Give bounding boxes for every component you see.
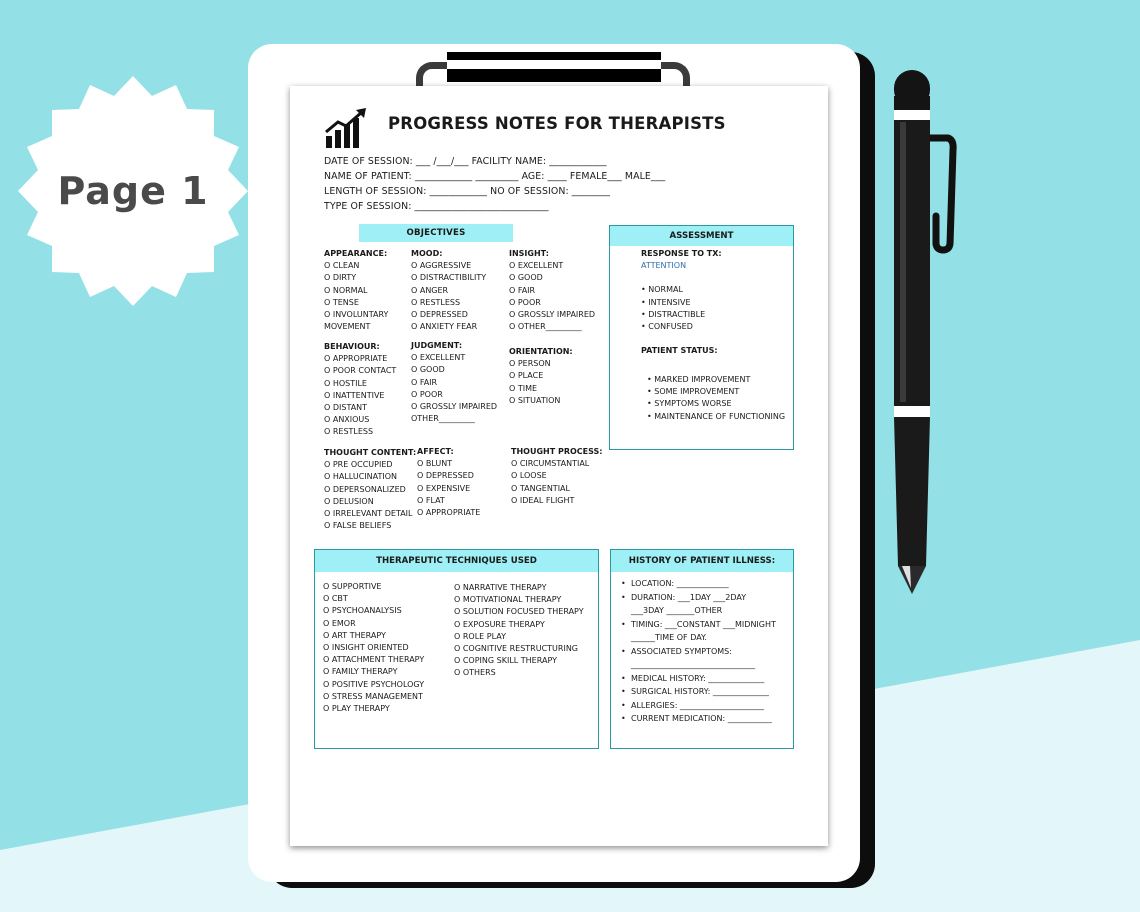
assessment-response [641, 248, 722, 357]
checkbox-option[interactable]: O HOSTILE [324, 378, 367, 388]
checkbox-option[interactable]: O ANXIETY FEAR [411, 322, 478, 332]
technique-option[interactable]: O SOLUTION FOCUSED THERAPY [454, 607, 584, 617]
response-option[interactable]: • NORMAL [641, 285, 683, 295]
checkbox-option[interactable]: O DEPERSONALIZED [324, 484, 406, 494]
checkbox-option[interactable]: O EXPENSIVE [417, 483, 471, 493]
location-field[interactable]: • LOCATION: _____________ [621, 577, 776, 591]
session-length-line[interactable]: LENGTH OF SESSION: ____________ NO OF SESSION: ________ [324, 186, 611, 197]
checkbox-option[interactable]: O TENSE [324, 297, 359, 307]
technique-option[interactable]: O STRESS MANAGEMENT [323, 691, 423, 701]
checkbox-option[interactable]: O APPROPRIATE [324, 354, 388, 364]
checkbox-option[interactable]: O RESTLESS [411, 297, 461, 307]
checkbox-option[interactable]: O DISTANT [324, 403, 368, 413]
techniques-box [314, 549, 599, 749]
technique-option[interactable]: O EXPOSURE THERAPY [454, 619, 545, 629]
checkbox-option[interactable]: O OTHER_________ [509, 322, 582, 332]
appearance-label: APPEARANCE: [324, 249, 388, 258]
techniques-col-1 [323, 581, 424, 715]
timing-field-cont[interactable]: ______TIME OF DAY. [631, 633, 707, 642]
checkbox-option[interactable]: O IDEAL FLIGHT [511, 495, 575, 505]
checkbox-option[interactable]: O SITUATION [509, 395, 561, 405]
technique-option[interactable]: O CBT [323, 594, 348, 604]
history-heading: HISTORY OF PATIENT ILLNESS: [611, 550, 793, 572]
technique-option[interactable]: O ART THERAPY [323, 630, 386, 640]
checkbox-option[interactable]: O EXCELLENT [411, 353, 466, 363]
checkbox-option[interactable]: O DEPRESSED [411, 310, 468, 320]
affect-group [417, 446, 480, 519]
insight-group [509, 248, 595, 333]
appearance-group [324, 248, 388, 333]
response-option[interactable]: • DISTRACTIBLE [641, 309, 706, 319]
checkbox-option[interactable]: O ANXIOUS [324, 415, 370, 425]
thought-content-group [324, 447, 416, 532]
status-option[interactable]: • MAINTENANCE OF FUNCTIONING [647, 411, 786, 421]
technique-option[interactable]: O EMOR [323, 618, 356, 628]
technique-option[interactable]: O POSITIVE PSYCHOLOGY [323, 679, 425, 689]
patient-line[interactable]: NAME OF PATIENT: ____________ _________ AGE: ____ FEMALE___ MALE___ [324, 171, 666, 182]
checkbox-option[interactable]: O APPROPRIATE [417, 508, 481, 518]
progress-notes-sheet [290, 86, 828, 846]
checkbox-option[interactable]: OTHER_________ [411, 414, 475, 424]
insight-label: INSIGHT: [509, 249, 549, 258]
response-label: RESPONSE TO TX: [641, 249, 722, 258]
thought-content-label: THOUGHT CONTENT: [324, 448, 417, 457]
pen-icon [880, 66, 970, 606]
date-facility-line[interactable]: DATE OF SESSION: ___ /___/___ FACILITY NAME: ____________ [324, 156, 607, 167]
thought-process-group [511, 446, 602, 507]
checkbox-option[interactable]: O GROSSLY IMPAIRED [509, 310, 596, 320]
techniques-col-2 [454, 582, 584, 680]
surgical-history-field[interactable]: • SURGICAL HISTORY: ______________ [621, 685, 776, 699]
attention-label: ATTENTION [641, 261, 687, 271]
response-option[interactable]: • INTENSIVE [641, 297, 691, 307]
checkbox-option[interactable]: O ANGER [411, 285, 449, 295]
assessment-box [609, 225, 794, 450]
status-option[interactable]: • SOME IMPROVEMENT [647, 387, 740, 397]
growth-chart-icon [324, 108, 368, 150]
checkbox-option[interactable]: O PLACE [509, 371, 544, 381]
medication-field[interactable]: • CURRENT MEDICATION: ___________ [621, 712, 776, 726]
checkbox-option[interactable]: O EXCELLENT [509, 261, 564, 271]
page-label: Page 1 [57, 169, 209, 213]
checkbox-option[interactable]: O HALLUCINATION [324, 472, 398, 482]
timing-field[interactable]: • TIMING: ___CONSTANT ___MIDNIGHT [621, 618, 776, 632]
session-type-line[interactable]: TYPE OF SESSION: ____________________________ [324, 201, 549, 212]
checkbox-option[interactable]: O FAIR [411, 377, 438, 387]
allergies-field[interactable]: • ALLERGIES: _____________________ [621, 699, 776, 713]
technique-option[interactable]: O PLAY THERAPY [323, 704, 390, 714]
technique-option[interactable]: O FAMILY THERAPY [323, 667, 398, 677]
checkbox-option[interactable]: O DISTRACTIBILITY [411, 273, 487, 283]
orientation-label: ORIENTATION: [509, 347, 573, 356]
medical-history-field[interactable]: • MEDICAL HISTORY: ______________ [621, 672, 776, 686]
techniques-heading: THERAPEUTIC TECHNIQUES USED [315, 550, 598, 572]
checkbox-option[interactable]: O TIME [509, 383, 538, 393]
technique-option[interactable]: O COGNITIVE RESTRUCTURING [454, 644, 579, 654]
technique-option[interactable]: O NARRATIVE THERAPY [454, 583, 547, 592]
symptoms-field-cont[interactable]: _______________________________ [631, 660, 755, 669]
technique-option[interactable]: O ROLE PLAY [454, 631, 506, 641]
technique-option[interactable]: O COPING SKILL THERAPY [454, 656, 557, 666]
technique-option[interactable]: O INSIGHT ORIENTED [323, 643, 409, 653]
checkbox-option[interactable]: O AGGRESSIVE [411, 261, 472, 271]
checkbox-option[interactable]: O GROSSLY IMPAIRED [411, 402, 498, 412]
assessment-heading: ASSESSMENT [610, 226, 793, 246]
checkbox-option[interactable]: O FALSE BELIEFS [324, 521, 392, 531]
checkbox-option[interactable]: O PERSON [509, 359, 551, 369]
checkbox-option[interactable]: O INVOLUNTARY [324, 310, 389, 320]
technique-option[interactable]: O ATTACHMENT THERAPY [323, 655, 425, 665]
history-box [610, 549, 794, 749]
checkbox-option[interactable]: O DELUSION [324, 496, 374, 506]
objectives-heading: OBJECTIVES [359, 224, 513, 242]
checkbox-option[interactable]: O NORMAL [324, 285, 368, 295]
checkbox-option[interactable]: O GOOD [411, 365, 445, 375]
checkbox-option[interactable]: O FLAT [417, 495, 445, 505]
page-title: PROGRESS NOTES FOR THERAPISTS [388, 114, 726, 133]
technique-option[interactable]: O OTHERS [454, 668, 496, 678]
checkbox-option[interactable]: O CLEAN [324, 261, 360, 271]
checkbox-option[interactable]: O LOOSE [511, 471, 547, 481]
orientation-group [509, 346, 573, 407]
checkbox-option[interactable]: O DEPRESSED [417, 471, 474, 481]
checkbox-option[interactable]: O RESTLESS [324, 427, 374, 437]
thought-process-label: THOUGHT PROCESS: [511, 447, 603, 456]
technique-option[interactable]: O SUPPORTIVE [323, 582, 382, 591]
checkbox-option[interactable]: O GOOD [509, 273, 543, 283]
checkbox-option[interactable]: O DIRTY [324, 273, 357, 283]
option-continuation: MOVEMENT [324, 322, 371, 332]
checkbox-option[interactable]: O INATTENTIVE [324, 390, 385, 400]
status-option[interactable]: • SYMPTOMS WORSE [647, 399, 732, 409]
checkbox-option[interactable]: O TANGENTIAL [511, 483, 570, 493]
judgment-group [411, 340, 497, 425]
checkbox-option[interactable]: O CIRCUMSTANTIAL [511, 459, 590, 469]
technique-option[interactable]: O MOTIVATIONAL THERAPY [454, 595, 562, 605]
technique-option[interactable]: O PSYCHOANALYSIS [323, 606, 402, 616]
mood-group [411, 248, 486, 333]
response-option[interactable]: • CONFUSED [641, 322, 693, 332]
duration-field[interactable]: • DURATION: ___1DAY ___2DAY [621, 591, 776, 605]
checkbox-option[interactable]: O FAIR [509, 285, 536, 295]
checkbox-option[interactable]: O POOR [411, 389, 443, 399]
behaviour-label: BEHAVIOUR: [324, 342, 380, 351]
behaviour-group [324, 341, 396, 439]
checkbox-option[interactable]: O IRRELEVANT DETAIL [324, 509, 413, 519]
affect-label: AFFECT: [417, 447, 454, 456]
symptoms-field[interactable]: • ASSOCIATED SYMPTOMS: [621, 645, 776, 659]
status-option[interactable]: • MARKED IMPROVEMENT [647, 375, 751, 384]
mood-label: MOOD: [411, 249, 443, 258]
patient-status-list [647, 374, 785, 423]
checkbox-option[interactable]: O POOR CONTACT [324, 366, 397, 376]
judgment-label: JUDGMENT: [411, 341, 463, 350]
checkbox-option[interactable]: O BLUNT [417, 459, 453, 469]
history-list [621, 577, 776, 726]
checkbox-option[interactable]: O PRE OCCUPIED [324, 460, 393, 470]
duration-field-cont[interactable]: ___3DAY _______OTHER [631, 606, 723, 615]
clip-stripe [447, 60, 661, 69]
patient-status-label: PATIENT STATUS: [641, 346, 718, 356]
checkbox-option[interactable]: O POOR [509, 297, 541, 307]
